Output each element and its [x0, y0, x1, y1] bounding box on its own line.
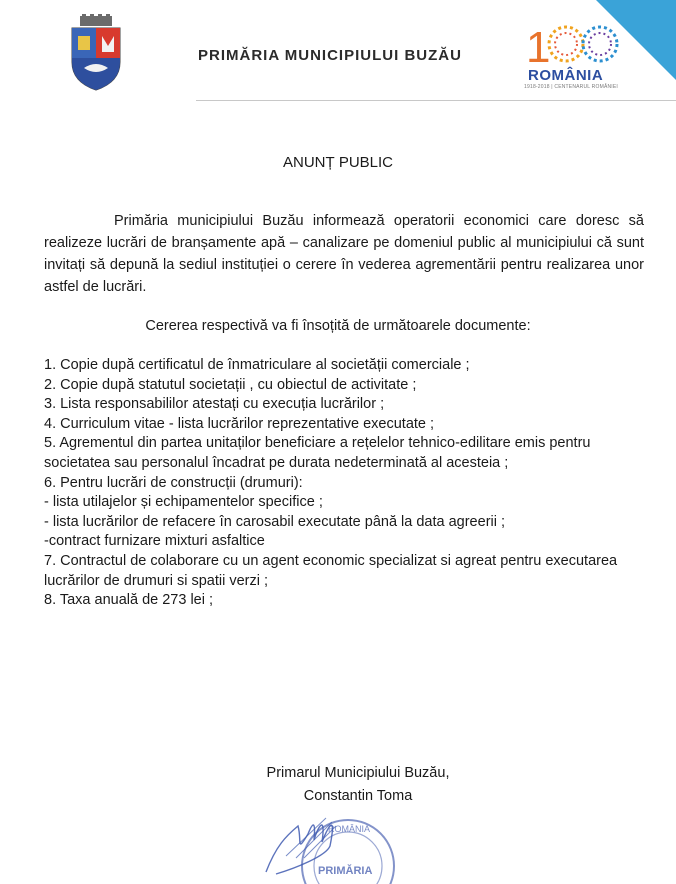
svg-text:1: 1 [526, 23, 551, 72]
documents-intro: Cererea respectivă va fi însoțită de următoarele documente: [145, 318, 531, 334]
list-item: 6. Pentru lucrări de construcții (drumuri): [44, 474, 303, 491]
list-item: 1. Copie după certificatul de înmatriculare al societății comerciale ; [44, 357, 470, 373]
announcement-paragraph-text: Primăria municipiului Buzău informează operatorii economici care doresc să realizeze lucrări de branșamente apă – canalizare pe domeniul public al municipiului că sunt invitați să depună la sediul instituției o cerere în vederea agrementării pentru realizarea unor astfel de lucrări. [44, 213, 644, 295]
buzau-coat-of-arms-icon [68, 14, 124, 92]
announcement-paragraph [44, 210, 644, 298]
list-item: -contract furnizare mixturi asfaltice [44, 533, 265, 550]
official-stamp-icon [256, 796, 406, 884]
list-item: 3. Lista responsabililor atestați cu execuția lucrărilor ; [44, 396, 385, 413]
header-divider [196, 100, 676, 101]
list-item: 7. Contractul de colaborare cu un agent economic specializat si agreat pentru executarea lucrărilor de drumuri si spatii verzi ; [44, 552, 618, 589]
corner-decoration [596, 0, 676, 80]
required-documents-list [44, 356, 644, 611]
list-item: 4. Curriculum vitae - lista lucrărilor reprezentative executate ; [44, 415, 435, 432]
list-item: 5. Agrementul din partea unitaților beneficiare a rețelelor tehnico-edilitare emis pentru societatea sau personalul încadrat pe durata nedeterminată al acesteia ; [44, 435, 591, 471]
stamp-center-text: PRIMĂRIA [318, 865, 373, 877]
list-item: - lista utilajelor și echipamentelor specifice ; [44, 494, 323, 511]
list-item: 8. Taxa anuală de 273 lei ; [44, 592, 214, 609]
list-item: - lista lucrărilor de refacere în carosabil executate până la data agreerii ; [44, 513, 506, 530]
institution-name: PRIMĂRIA MUNICIPIULUI BUZĂU [198, 47, 462, 64]
signatory-name: Constantin Toma [303, 788, 413, 804]
centenary-logo-tagline: 1918-2018 | CENTENARUL ROMÂNIEI [524, 84, 619, 90]
stamp-ring-text: ROMÂNIA [328, 824, 371, 834]
list-item: 2. Copie după statutul societații , cu obiectul de activitate ; [44, 376, 417, 393]
document-title: ANUNȚ PUBLIC [282, 154, 394, 171]
signatory-role: Primarul Municipiului Buzău, [266, 765, 450, 781]
centenary-logo-word: ROMÂNIA [528, 67, 604, 84]
letterhead [0, 0, 676, 110]
